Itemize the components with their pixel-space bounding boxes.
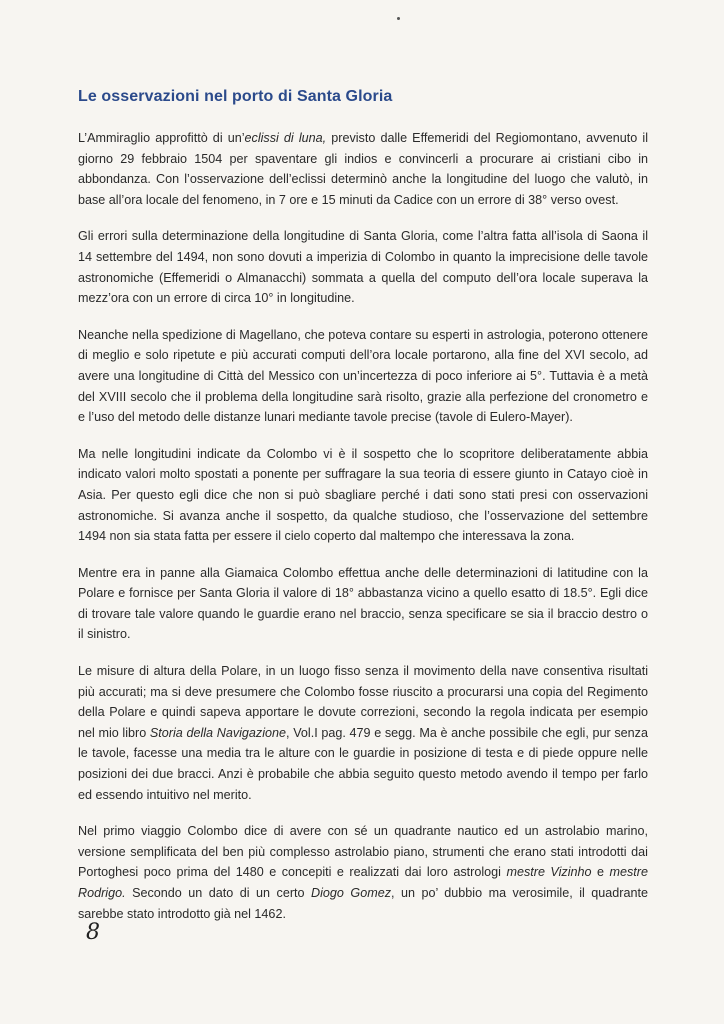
italic-text: eclissi di luna, bbox=[244, 131, 327, 145]
paragraph bbox=[78, 128, 648, 210]
scan-speck bbox=[397, 17, 400, 20]
italic-text: mestre Vizinho bbox=[506, 865, 592, 880]
text-run: Le misure di altura della Polare, in un luogo fisso senza il movimento della nave consentiva risultati più accurati; ma si deve presumere che Colombo fosse riuscito a procurarsi una copia del Regimento della Polare e quindi sapeva apportare le dovute correzioni, secondo la regola indicata per esempio nel mio libro bbox=[78, 664, 648, 740]
text-run: Secondo un dato di un certo bbox=[125, 886, 312, 900]
paragraph bbox=[78, 563, 648, 645]
text-run: previsto dalle Effemeridi del Regiomontano, avvenuto il giorno 29 febbraio 1504 per spaventare gli indios e convincerli a procurare ai cristiani cibo in abbondanza. Con l’osservazione dell’eclissi determinò anche la longitudine del luogo che valutò, in base all’ora locale del fenomeno, in 7 ore e 15 minuti da Cadice con un errore di 38° verso ovest. bbox=[78, 131, 649, 207]
italic-text: Diogo Gomez bbox=[311, 886, 391, 900]
paragraph bbox=[78, 661, 648, 805]
page-number: 8 bbox=[86, 920, 100, 945]
italic-text: mestre Rodrigo. bbox=[78, 865, 648, 900]
text-run: e bbox=[591, 865, 610, 880]
text-run: Ma nelle longitudini indicate da Colombo vi è il sospetto che lo scopritore deliberatamente abbia indicato valori molto spostati a ponente per suffragare la sua teoria di essere giunto in Catayo cioè in Asia. Per questo egli dice che non si può sbagliare perché i dati sono stati presi con osservazioni astronomiche. Si avanza anche il sospetto, da qualche studioso, che l’osservazione del settembre 1494 non sia stata fatta per essere il cielo coperto dal maltempo che interessava la zona. bbox=[78, 446, 648, 544]
text-run: , Vol.I pag. 479 e segg. Ma è anche possibile che egli, pur senza le tavole, facesse una media tra le alture con le guardie in posizione di testa e di piede oppure nelle posizioni dei due bracci. Anzi è probabile che abbia seguito questo metodo avendo il tempo per farlo ed essendo intuitivo nel merito. bbox=[78, 725, 648, 802]
paragraph bbox=[78, 325, 648, 428]
text-run: Gli errori sulla determinazione della longitudine di Santa Gloria, come l’altra fatta all’isola di Saona il 14 settembre del 1494, non sono dovuti a imperizia di Colombo in quanto la imprecisione delle tavole astronomiche (Effemeridi o Almanacchi) sommata a quella del computo dell’ora locale superava la mezz’ora con un errore di circa 10° in longitudine. bbox=[78, 229, 648, 306]
text-run: Nel primo viaggio Colombo dice di avere con sé un quadrante nautico ed un astrolabio marino, versione semplificata del ben più complesso astrolabio piano, strumenti che erano stati introdotti dai Portoghesi poco prima del 1480 e concepiti e realizzati dai loro astrologi bbox=[78, 824, 648, 880]
italic-text: Storia della Navigazione bbox=[149, 725, 287, 740]
body-text bbox=[78, 128, 648, 924]
section-title: Le osservazioni nel porto di Santa Gloria bbox=[78, 88, 393, 105]
text-run: Mentre era in panne alla Giamaica Colombo effettua anche delle determinazioni di latitudine con la Polare e fornisce per Santa Gloria il valore di 18° abbastanza vicino a quello esatto di 18.5°. Egli dice di trovare tale valore quando le guardie erano nel braccio, senza specificare se sia il braccio destro o il sinistro. bbox=[78, 565, 648, 642]
paragraph bbox=[78, 444, 648, 547]
paragraph bbox=[78, 821, 648, 924]
paragraph bbox=[78, 226, 648, 308]
text-run: , un po’ dubbio ma verosimile, il quadrante sarebbe stato introdotto già nel 1462. bbox=[78, 886, 649, 921]
text-run: L’Ammiraglio approfittò di un’ bbox=[78, 131, 245, 145]
text-run: Neanche nella spedizione di Magellano, che poteva contare su esperti in astrologia, poterono ottenere di meglio e solo ripetute e più accurati computi dell’ora locale portarono, alla fine del XVI secolo, ad avere una longitudine di Città del Messico con un’incertezza di poco inferiore ai 5°. Tuttavia è a metà del XVIII secolo che il problema della longitudine sarà risolto, grazie alla perfezione del cronometro e e l’uso del metodo delle distanze lunari mediante tavole precise (tavole di Eulero-Mayer). bbox=[78, 327, 648, 425]
